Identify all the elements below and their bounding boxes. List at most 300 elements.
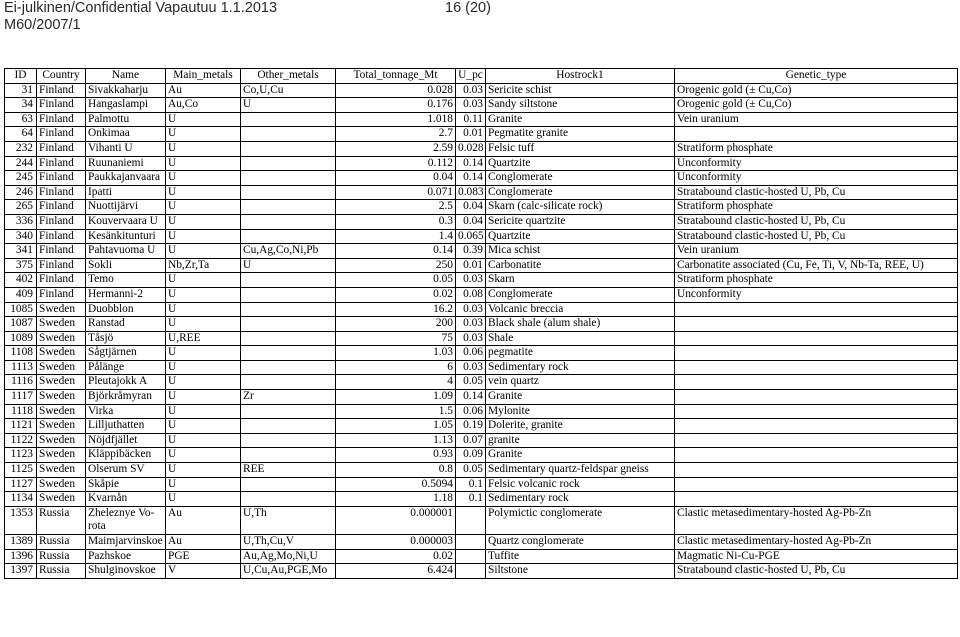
table-cell: Sokli (86, 258, 166, 273)
table-cell: Unconformity (675, 156, 958, 171)
table-row (5, 549, 958, 564)
page-number: 16 (20) (445, 0, 491, 16)
table-cell: 1089 (5, 331, 37, 346)
table-cell: U (166, 244, 241, 259)
table-cell: Pahtavuoma U (86, 244, 166, 259)
table-cell: Orogenic gold (± Cu,Co) (675, 83, 958, 98)
table-cell: Russia (37, 564, 86, 579)
table-cell: 1.018 (336, 112, 456, 127)
table-cell: 75 (336, 331, 456, 346)
table-cell: Finland (37, 214, 86, 229)
table-cell: Sweden (37, 419, 86, 434)
table-cell (675, 492, 958, 507)
table-cell: 1353 (5, 506, 37, 534)
table-cell: 250 (336, 258, 456, 273)
table-header-row (5, 69, 958, 84)
table-cell: 246 (5, 185, 37, 200)
table-cell: Sweden (37, 331, 86, 346)
table-cell: 0.01 (456, 127, 486, 142)
table-row (5, 141, 958, 156)
table-cell: 0.000003 (336, 535, 456, 550)
table-cell: U (166, 448, 241, 463)
table-cell: Skarn (calc-silicate rock) (486, 200, 675, 215)
table-cell: U (166, 112, 241, 127)
table-cell: U (166, 404, 241, 419)
table-cell (675, 331, 958, 346)
table-cell: U (166, 346, 241, 361)
table-cell: granite (486, 433, 675, 448)
table-cell: 0.1 (456, 492, 486, 507)
table-cell: 2.7 (336, 127, 456, 142)
table-cell: Russia (37, 535, 86, 550)
table-cell: 0.065 (456, 229, 486, 244)
table-cell: 0.176 (336, 98, 456, 113)
table-cell: 0.08 (456, 287, 486, 302)
table-cell: Finland (37, 258, 86, 273)
column-header: ID (5, 69, 37, 84)
table-cell: 1.13 (336, 433, 456, 448)
table-cell: Sweden (37, 375, 86, 390)
table-cell (675, 433, 958, 448)
table-row (5, 433, 958, 448)
table-cell: Sweden (37, 448, 86, 463)
table-cell: 0.1 (456, 477, 486, 492)
table-cell (675, 448, 958, 463)
table-cell: 0.11 (456, 112, 486, 127)
table-cell: 0.05 (456, 463, 486, 478)
table-cell: 0.14 (456, 171, 486, 186)
table-cell: Carbonatite associated (Cu, Fe, Ti, V, Nb-Ta, REE, U) (675, 258, 958, 273)
table-row (5, 390, 958, 405)
table-cell: 2.5 (336, 200, 456, 215)
table-cell: U (166, 477, 241, 492)
table-cell: 0.09 (456, 448, 486, 463)
table-cell: Skåpie (86, 477, 166, 492)
table-row (5, 127, 958, 142)
table-row (5, 214, 958, 229)
table-cell: Sweden (37, 492, 86, 507)
table-row (5, 564, 958, 579)
table-cell (675, 127, 958, 142)
table-cell: 2.59 (336, 141, 456, 156)
table-cell: Mica schist (486, 244, 675, 259)
table-cell: Siltstone (486, 564, 675, 579)
table-cell: Temo (86, 273, 166, 288)
table-cell: Au (166, 535, 241, 550)
table-cell: Shulginovskoe (86, 564, 166, 579)
table-cell: Stratiform phosphate (675, 141, 958, 156)
table-cell (241, 404, 336, 419)
table-cell: 0.04 (336, 171, 456, 186)
table-cell: Russia (37, 549, 86, 564)
table-cell: 0.04 (456, 214, 486, 229)
table-cell: Tåsjö (86, 331, 166, 346)
table-cell: U (166, 185, 241, 200)
table-cell: Ipatti (86, 185, 166, 200)
table-cell: U,Cu,Au,PGE,Mo (241, 564, 336, 579)
table-cell: Sweden (37, 477, 86, 492)
table-cell: 64 (5, 127, 37, 142)
table-cell: U (241, 98, 336, 113)
table-cell: Finland (37, 112, 86, 127)
table-cell: 1116 (5, 375, 37, 390)
table-cell: Zheleznye Vo-rota (86, 506, 166, 534)
table-cell: U (166, 492, 241, 507)
table-cell: Ruunaniemi (86, 156, 166, 171)
table-cell: Carbonatite (486, 258, 675, 273)
table-cell (241, 287, 336, 302)
table-cell: Sweden (37, 346, 86, 361)
column-header: Genetic_type (675, 69, 958, 84)
table-cell (241, 200, 336, 215)
confidentiality-notice: Ei-julkinen/Confidential Vapautuu 1.1.2013 (4, 0, 278, 16)
table-cell (675, 404, 958, 419)
table-cell (241, 273, 336, 288)
column-header: U_pc (456, 69, 486, 84)
table-cell: Hangaslampi (86, 98, 166, 113)
table-cell: U (166, 360, 241, 375)
table-cell: Sweden (37, 463, 86, 478)
table-cell: Finland (37, 141, 86, 156)
table-cell (241, 433, 336, 448)
table-row (5, 317, 958, 332)
table-cell: 0.93 (336, 448, 456, 463)
table-cell: 0.083 (456, 185, 486, 200)
table-cell: Granite (486, 390, 675, 405)
table-cell: U (166, 463, 241, 478)
table-cell: 0.14 (336, 244, 456, 259)
table-cell: Sivakkaharju (86, 83, 166, 98)
table-body (5, 83, 958, 578)
table-cell: 16.2 (336, 302, 456, 317)
table-cell: 1396 (5, 549, 37, 564)
table-cell: Au,Co (166, 98, 241, 113)
table-cell: Sweden (37, 317, 86, 332)
table-cell: Finland (37, 127, 86, 142)
column-header: Hostrock1 (486, 69, 675, 84)
table-cell: 1085 (5, 302, 37, 317)
table-cell (241, 360, 336, 375)
table-cell: U (166, 214, 241, 229)
table-cell: Cu,Ag,Co,Ni,Pb (241, 244, 336, 259)
table-cell: Quartz conglomerate (486, 535, 675, 550)
table-cell (456, 535, 486, 550)
table-cell: U (166, 229, 241, 244)
table-cell: Mylonite (486, 404, 675, 419)
table-cell: Clastic metasedimentary-hosted Ag-Pb-Zn (675, 506, 958, 534)
table-cell (241, 419, 336, 434)
table-row (5, 404, 958, 419)
table-row (5, 506, 958, 534)
table-cell: 0.5094 (336, 477, 456, 492)
table-row (5, 448, 958, 463)
table-cell: 1389 (5, 535, 37, 550)
table-cell: 34 (5, 98, 37, 113)
table-cell: 0.05 (456, 375, 486, 390)
table-cell: U (166, 156, 241, 171)
table-cell: Dolerite, granite (486, 419, 675, 434)
table-cell: Kesänkitunturi (86, 229, 166, 244)
table-cell: U,Th (241, 506, 336, 534)
table-cell: Finland (37, 98, 86, 113)
table-row (5, 229, 958, 244)
table-cell: Quartzite (486, 229, 675, 244)
table-cell: 0.19 (456, 419, 486, 434)
table-cell: Vein uranium (675, 244, 958, 259)
table-cell: 244 (5, 156, 37, 171)
table-cell: Paukkajanvaara (86, 171, 166, 186)
table-cell: Finland (37, 185, 86, 200)
table-cell: Finland (37, 171, 86, 186)
table-cell: REE (241, 463, 336, 478)
table-cell: 0.028 (336, 83, 456, 98)
table-cell: 0.8 (336, 463, 456, 478)
table-cell: U (166, 390, 241, 405)
table-row (5, 331, 958, 346)
document-header (4, 0, 277, 34)
table-cell: vein quartz (486, 375, 675, 390)
table-cell: Kläppibäcken (86, 448, 166, 463)
table-cell: Maimjarvinskoe (86, 535, 166, 550)
table-cell: Finland (37, 229, 86, 244)
table-cell: 0.14 (456, 390, 486, 405)
table-row (5, 477, 958, 492)
table-cell: Quartzite (486, 156, 675, 171)
table-cell: Stratabound clastic-hosted U, Pb, Cu (675, 229, 958, 244)
table-row (5, 535, 958, 550)
table-cell: Pleutajokk A (86, 375, 166, 390)
table-cell: 6 (336, 360, 456, 375)
table-cell: Onkimaa (86, 127, 166, 142)
table-row (5, 258, 958, 273)
table-cell: Stratabound clastic-hosted U, Pb, Cu (675, 214, 958, 229)
table-cell: 1125 (5, 463, 37, 478)
table-cell: 0.06 (456, 404, 486, 419)
table-cell: Felsic tuff (486, 141, 675, 156)
table-cell: Sedimentary quartz-feldspar gneiss (486, 463, 675, 478)
table-row (5, 360, 958, 375)
table-cell: 0.14 (456, 156, 486, 171)
table-cell: 0.07 (456, 433, 486, 448)
table-cell: Conglomerate (486, 185, 675, 200)
table-cell (456, 549, 486, 564)
table-cell (241, 127, 336, 142)
table-cell (675, 302, 958, 317)
table-cell: Finland (37, 244, 86, 259)
table-cell: 0.03 (456, 302, 486, 317)
table-cell: 0.112 (336, 156, 456, 171)
table-cell: Hermanni-2 (86, 287, 166, 302)
table-cell: Sedimentary rock (486, 492, 675, 507)
table-cell (241, 375, 336, 390)
column-header: Other_metals (241, 69, 336, 84)
table-cell: Kouvervaara U (86, 214, 166, 229)
table-cell: U (241, 258, 336, 273)
table-cell: Black shale (alum shale) (486, 317, 675, 332)
table-cell (241, 448, 336, 463)
table-cell: Sweden (37, 390, 86, 405)
table-cell: Pegmatite granite (486, 127, 675, 142)
table-cell: 1113 (5, 360, 37, 375)
table-cell: Nuottijärvi (86, 200, 166, 215)
table-cell: 63 (5, 112, 37, 127)
table-cell: Pazhskoe (86, 549, 166, 564)
table-cell: 1397 (5, 564, 37, 579)
table-row (5, 463, 958, 478)
table-cell: Vein uranium (675, 112, 958, 127)
table-cell (241, 214, 336, 229)
table-cell: U (166, 317, 241, 332)
table-cell: U (166, 419, 241, 434)
table-cell: Skarn (486, 273, 675, 288)
table-cell: Finland (37, 83, 86, 98)
table-cell (675, 463, 958, 478)
table-cell: Stratiform phosphate (675, 273, 958, 288)
table-cell (241, 331, 336, 346)
table-cell: U (166, 433, 241, 448)
table-cell: Pålänge (86, 360, 166, 375)
table-cell: Sågtjärnen (86, 346, 166, 361)
table-cell: 375 (5, 258, 37, 273)
table-cell: U (166, 273, 241, 288)
table-cell: U (166, 302, 241, 317)
table-cell: 1123 (5, 448, 37, 463)
table-cell: 1117 (5, 390, 37, 405)
table-cell: Sweden (37, 302, 86, 317)
table-cell: Björkråmyran (86, 390, 166, 405)
table-cell: Sweden (37, 404, 86, 419)
table-cell: Clastic metasedimentary-hosted Ag-Pb-Zn (675, 535, 958, 550)
table-row (5, 112, 958, 127)
table-cell: 4 (336, 375, 456, 390)
table-cell: 0.03 (456, 331, 486, 346)
table-cell (241, 346, 336, 361)
table-cell: 409 (5, 287, 37, 302)
table-cell (675, 346, 958, 361)
table-cell: Sandy siltstone (486, 98, 675, 113)
table-cell: Palmottu (86, 112, 166, 127)
table-cell (675, 317, 958, 332)
table-cell: U,Th,Cu,V (241, 535, 336, 550)
table-cell: Tuffite (486, 549, 675, 564)
table-cell: Finland (37, 156, 86, 171)
table-cell: Sedimentary rock (486, 360, 675, 375)
table-cell: Granite (486, 112, 675, 127)
table-cell: Sweden (37, 360, 86, 375)
table-cell (241, 112, 336, 127)
table-cell: Finland (37, 273, 86, 288)
column-header: Total_tonnage_Mt (336, 69, 456, 84)
table-cell: Olserum SV (86, 463, 166, 478)
table-cell: 1.03 (336, 346, 456, 361)
table-row (5, 185, 958, 200)
table-cell: Zr (241, 390, 336, 405)
table-cell: U (166, 141, 241, 156)
table-cell (675, 360, 958, 375)
table-row (5, 244, 958, 259)
table-cell: U (166, 287, 241, 302)
table-cell (675, 477, 958, 492)
table-row (5, 419, 958, 434)
table-cell: 1108 (5, 346, 37, 361)
table-row (5, 156, 958, 171)
table-cell (241, 492, 336, 507)
table-cell: Felsic volcanic rock (486, 477, 675, 492)
table-cell: 402 (5, 273, 37, 288)
column-header: Name (86, 69, 166, 84)
table-row (5, 302, 958, 317)
table-cell: Orogenic gold (± Cu,Co) (675, 98, 958, 113)
table-cell: Polymictic conglomerate (486, 506, 675, 534)
table-cell: Au,Ag,Mo,Ni,U (241, 549, 336, 564)
table-row (5, 98, 958, 113)
table-cell: 0.06 (456, 346, 486, 361)
table-cell: 245 (5, 171, 37, 186)
table-cell: Vihanti U (86, 141, 166, 156)
table-cell: Granite (486, 448, 675, 463)
table-cell: 1087 (5, 317, 37, 332)
table-cell: 1121 (5, 419, 37, 434)
table-cell: 0.03 (456, 360, 486, 375)
table-cell (241, 156, 336, 171)
table-cell: 1.05 (336, 419, 456, 434)
table-row (5, 171, 958, 186)
table-row (5, 287, 958, 302)
table-cell (241, 185, 336, 200)
table-row (5, 83, 958, 98)
table-cell: 1.5 (336, 404, 456, 419)
table-cell (675, 390, 958, 405)
table-cell: 1118 (5, 404, 37, 419)
table-cell: 341 (5, 244, 37, 259)
table-cell (675, 419, 958, 434)
table-cell: 0.02 (336, 287, 456, 302)
table-cell: 0.3 (336, 214, 456, 229)
table-row (5, 200, 958, 215)
table-cell: Co,U,Cu (241, 83, 336, 98)
table-cell: Conglomerate (486, 171, 675, 186)
table-cell: 0.03 (456, 273, 486, 288)
table-cell: 0.028 (456, 141, 486, 156)
table-cell (241, 317, 336, 332)
table-cell: PGE (166, 549, 241, 564)
table-cell: U,REE (166, 331, 241, 346)
table-cell: Duobblon (86, 302, 166, 317)
table-cell: Shale (486, 331, 675, 346)
table-cell: Sweden (37, 433, 86, 448)
table-cell: Ranstad (86, 317, 166, 332)
table-cell: 1134 (5, 492, 37, 507)
table-cell (241, 229, 336, 244)
table-cell: 232 (5, 141, 37, 156)
table-cell: Au (166, 83, 241, 98)
table-cell (241, 171, 336, 186)
table-cell: Lilljuthatten (86, 419, 166, 434)
table-cell: Conglomerate (486, 287, 675, 302)
table-cell: U (166, 375, 241, 390)
table-cell: 0.04 (456, 200, 486, 215)
table-cell: 0.000001 (336, 506, 456, 534)
table-cell: V (166, 564, 241, 579)
table-cell: U (166, 127, 241, 142)
table-cell (241, 302, 336, 317)
table-cell: 1122 (5, 433, 37, 448)
table-cell: Unconformity (675, 171, 958, 186)
table-cell: U (166, 200, 241, 215)
table-cell: 0.071 (336, 185, 456, 200)
table-cell: Nb,Zr,Ta (166, 258, 241, 273)
table-cell: 200 (336, 317, 456, 332)
